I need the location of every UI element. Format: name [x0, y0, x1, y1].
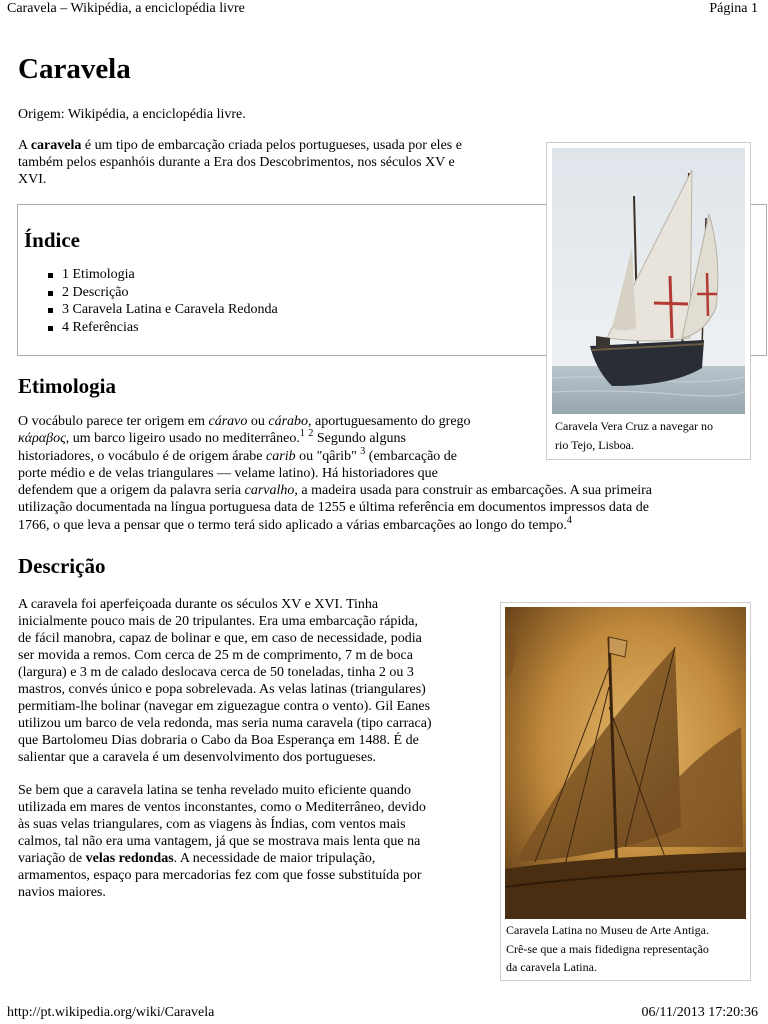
origin-note: Origem: Wikipédia, a enciclopédia livre. — [18, 107, 246, 122]
page-title: Caravela — [18, 53, 131, 85]
print-header-title: Caravela – Wikipédia, a enciclopédia livre — [7, 1, 245, 16]
bold-velas-redondas: velas redondas — [85, 851, 174, 866]
intro-bold-term: caravela — [30, 138, 82, 153]
toc-item-etimologia[interactable]: 1 Etimologia — [48, 266, 278, 284]
ref-1[interactable]: 1 — [299, 428, 305, 439]
figure-vera-cruz-caption: Caravela Vera Cruz a navegar no rio Tejo, Lisboa. — [555, 419, 714, 452]
print-footer-datetime: 06/11/2013 17:20:36 — [641, 1005, 758, 1020]
toc-list — [48, 266, 278, 336]
print-header-page: Página 1 — [709, 1, 758, 16]
toc-item-descricao[interactable]: 2 Descrição — [48, 284, 278, 302]
ref-2[interactable]: 2 — [308, 428, 314, 439]
figure-caravela-latina-caption: Caravela Latina no Museu de Arte Antiga. Crê-se que a mais fidedigna representação da caravela Latina. — [506, 923, 709, 974]
figure-vera-cruz — [546, 142, 751, 460]
ref-3[interactable]: 3 — [360, 446, 366, 457]
toc-item-caravela-latina-redonda[interactable]: 3 Caravela Latina e Caravela Redonda — [48, 301, 278, 319]
caravel-photo[interactable] — [552, 148, 745, 414]
caravela-latina-painting[interactable] — [505, 607, 746, 919]
toc-title: Índice — [24, 228, 81, 252]
heading-etimologia: Etimologia — [18, 374, 116, 398]
print-footer-url[interactable]: http://pt.wikipedia.org/wiki/Caravela — [7, 1005, 215, 1020]
figure-caravela-latina — [500, 602, 751, 981]
ref-4[interactable]: 4 — [566, 515, 572, 526]
toc-item-referencias[interactable]: 4 Referências — [48, 319, 278, 337]
heading-descricao: Descrição — [18, 554, 106, 578]
